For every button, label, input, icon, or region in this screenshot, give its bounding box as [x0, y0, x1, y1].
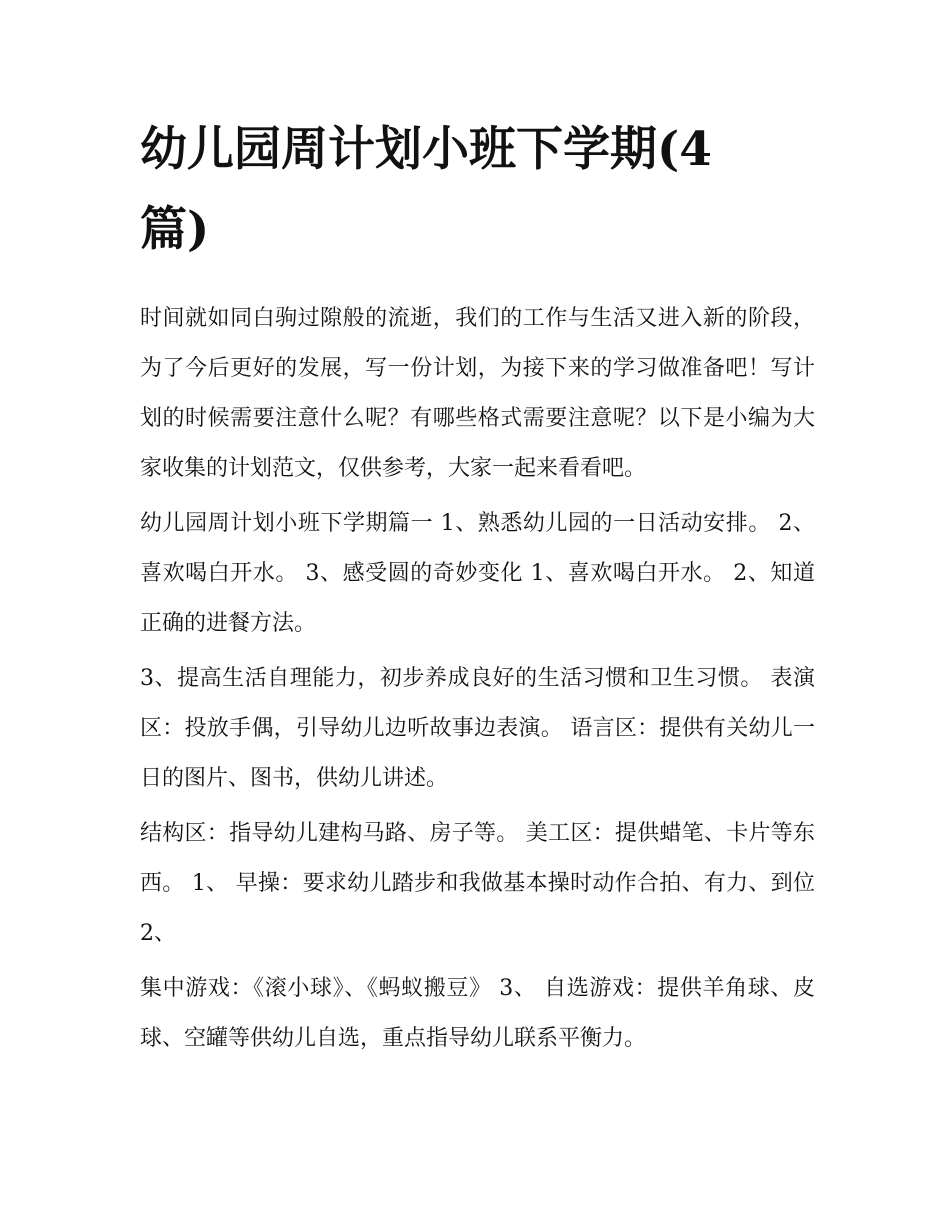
document-title: 幼儿园周计划小班下学期(4篇) [140, 122, 712, 257]
paragraph-games: 集中游戏：《滚小球》、《蚂蚁搬豆》 3、 自选游戏：提供羊角球、皮球、空罐等供幼儿自选，重点指导幼儿联系平衡力。 [140, 976, 815, 1051]
paragraph-structure-area: 结构区：指导幼儿建构马路、房子等。 美工区：提供蜡笔、卡片等东西。 1、 早操：要求幼儿踏步和我做基本操时动作合拍、有力、到位 2、 [140, 821, 815, 946]
paragraph-living-habits: 3、提高生活自理能力，初步养成良好的生活习惯和卫生习惯。 表演区：投放手偶，引导幼儿边听故事边表演。 语言区：提供有关幼儿一日的图片、图书，供幼儿讲述。 [140, 666, 815, 791]
paragraph-section-one: 幼儿园周计划小班下学期篇一 1、熟悉幼儿园的一日活动安排。 2、喜欢喝白开水。 3、感受圆的奇妙变化 1、喜欢喝白开水。 2、知道正确的进餐方法。 [140, 511, 815, 636]
paragraph-intro: 时间就如同白驹过隙般的流逝，我们的工作与生活又进入新的阶段，为了今后更好的发展，写一份计划，为接下来的学习做准备吧！写计划的时候需要注意什么呢？有哪些格式需要注意呢？以下是小编为大家收集的计划范文，仅供参考，大家一起来看看吧。 [140, 306, 815, 481]
document-body [140, 110, 815, 1069]
